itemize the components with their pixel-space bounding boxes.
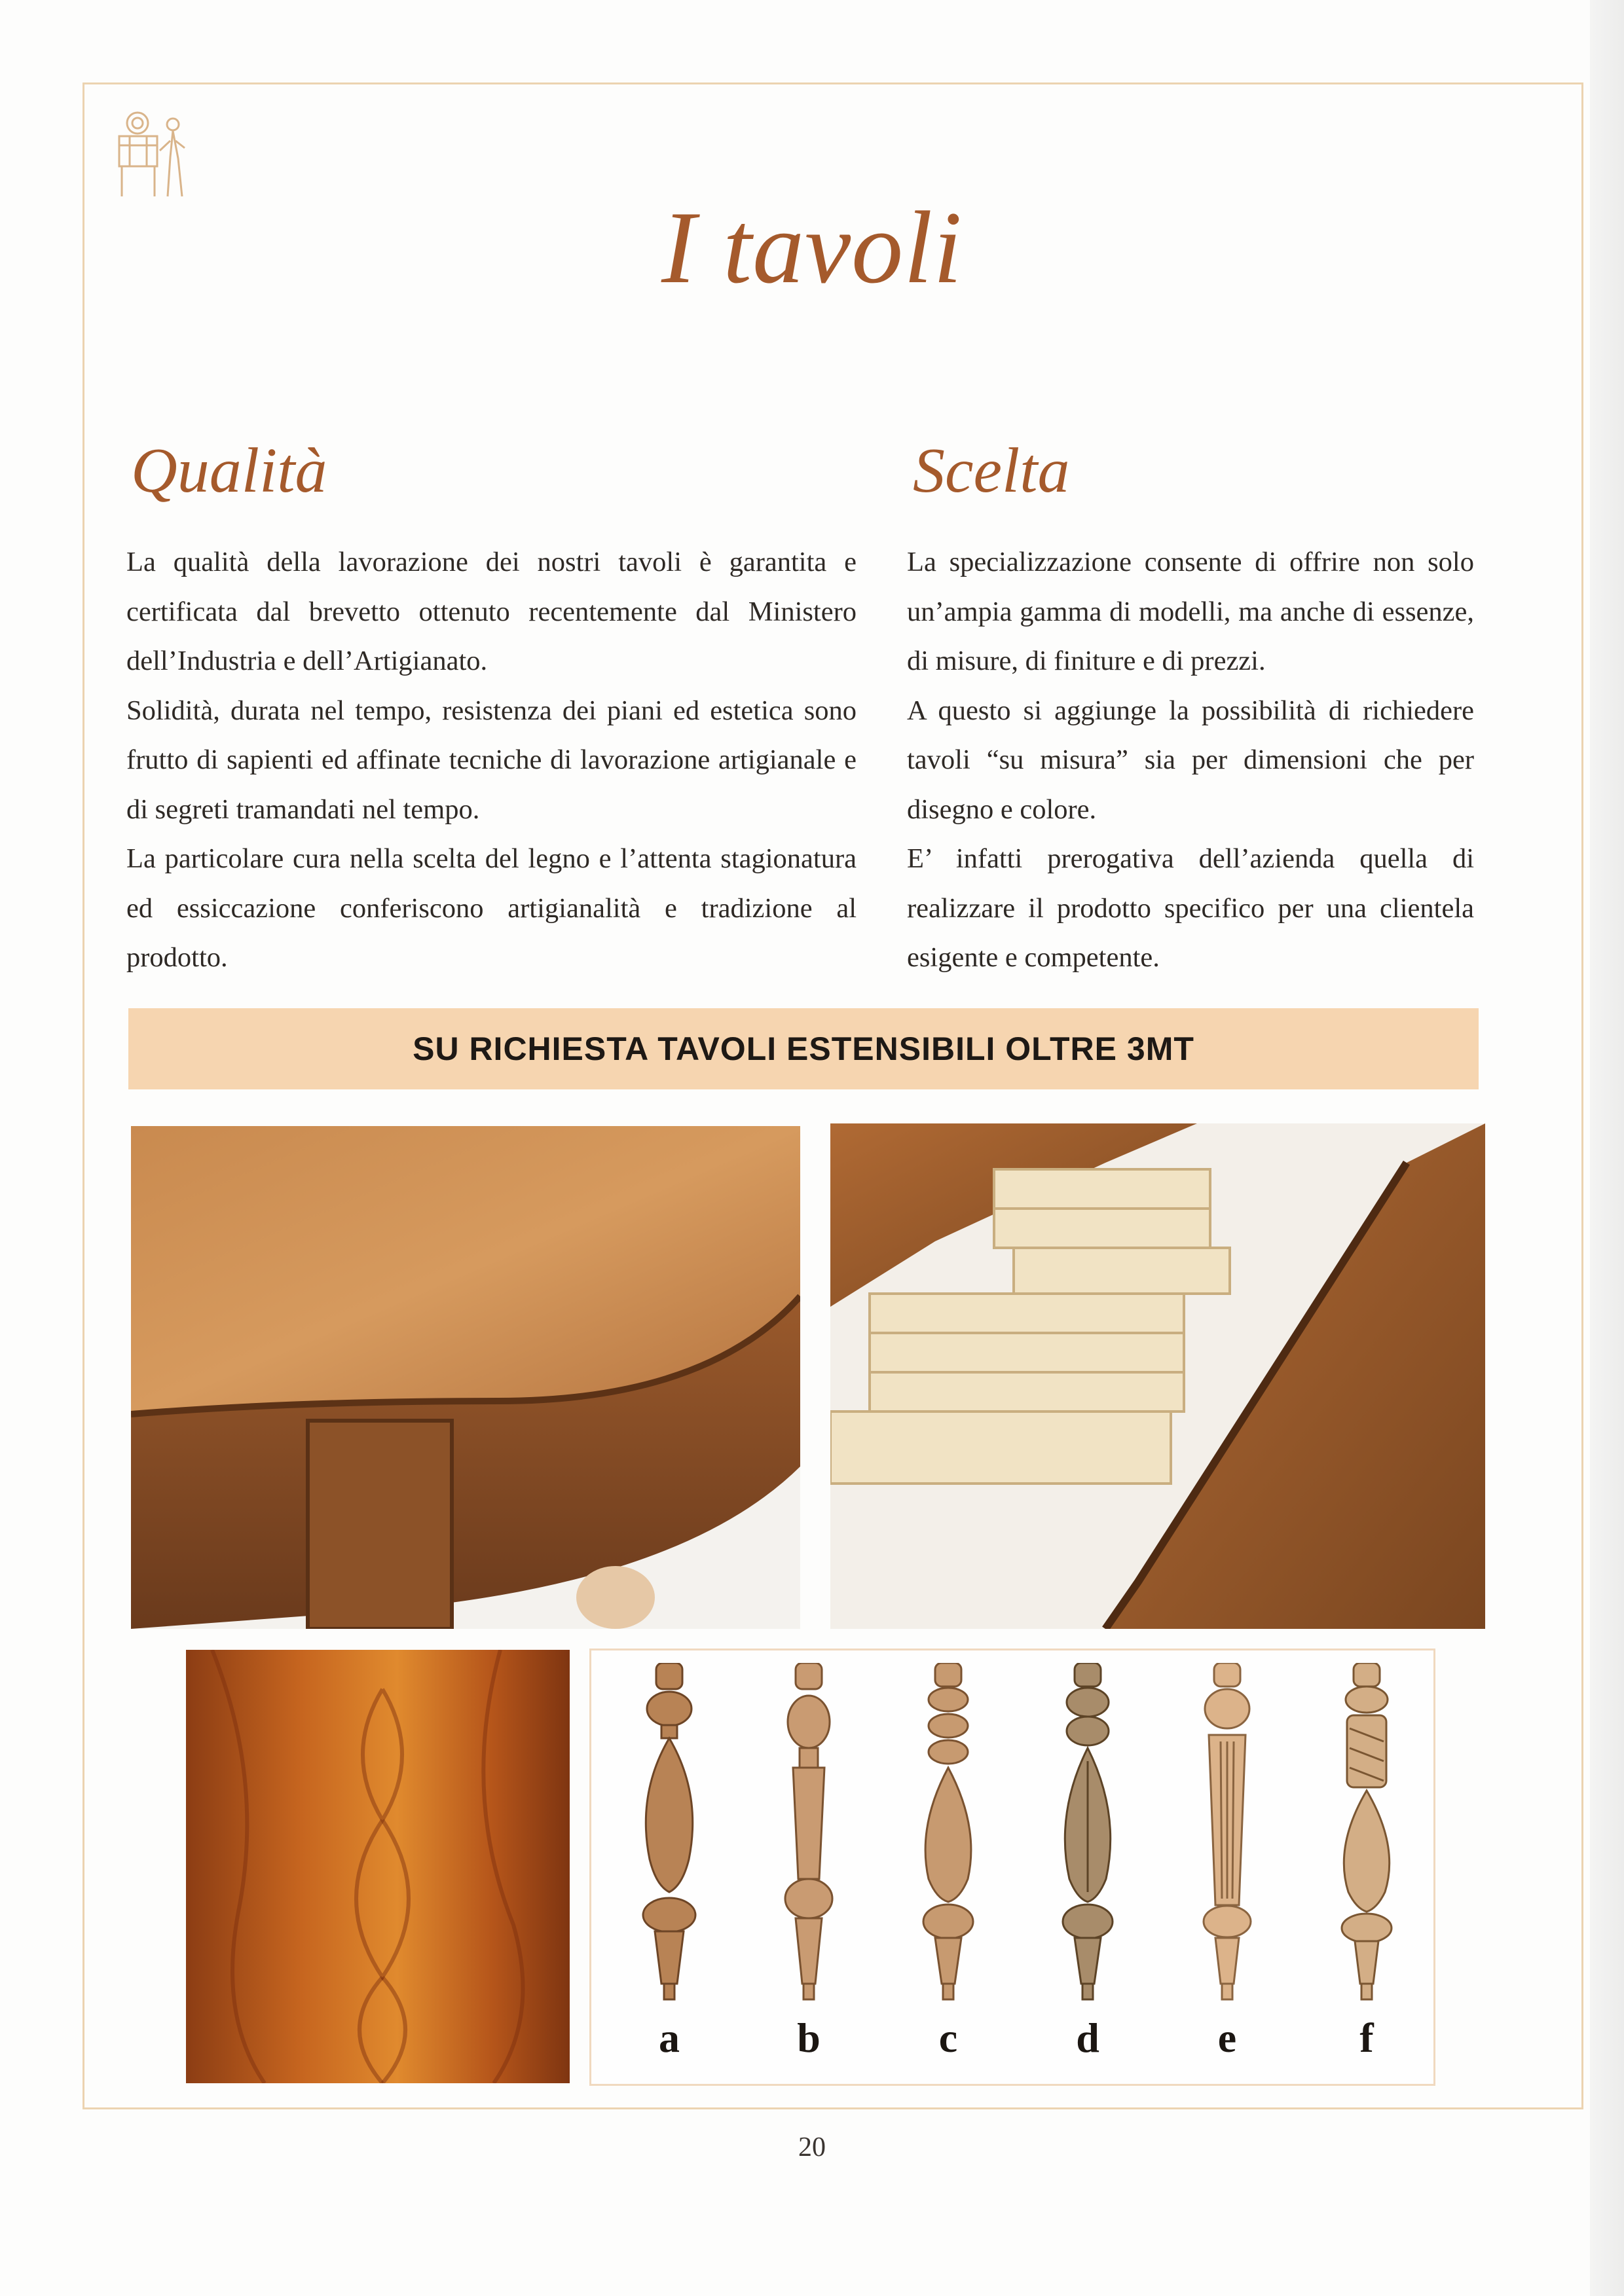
table-legs-panel [589,1649,1435,2086]
choice-paragraph: E’ infatti prerogativa dell’azienda quella di realizzare il prodotto specifico per una clientela esigente e competente. [907,843,1474,973]
leg-label-c: c [938,2014,958,2061]
page-title: I tavoli [661,191,963,305]
quality-paragraph: La qualità della lavorazione dei nostri tavoli è garantita e certificata dal brevetto ottenuto recentemente dal Ministero dell’Industria e dell’Artigianato. [126,547,857,676]
leg-label-e: e [1217,2014,1237,2061]
leg-label-b: b [797,2014,821,2061]
quality-paragraph: Solidità, durata nel tempo, resistenza dei piani ed estetica sono frutto di sapienti ed affinate tecniche di lavorazione artigianale e di segreti tramandati nel tempo. [126,695,857,825]
table-leg-d-icon [1048,1663,1127,2003]
choice-paragraph: La specializzazione consente di offrire non solo un’ampia gamma di modelli, ma anche di essenze, di misure, di finiture e di prezzi. [907,547,1474,676]
table-leg-b-icon [769,1663,848,2003]
extension-mechanism-photo [830,1123,1485,1629]
table-edge-photo [131,1126,800,1629]
leg-label-f: f [1359,2014,1374,2061]
choice-paragraph: A questo si aggiunge la possibilità di richiedere tavoli “su misura” sia per dimensioni che per disegno e colore. [907,695,1474,825]
choice-text-column [907,538,1474,983]
table-leg-c-icon [909,1663,987,2003]
table-leg-f-icon [1327,1663,1406,2003]
wood-veneer-sample-photo [186,1650,570,2083]
brand-logo-icon [110,105,195,203]
table-leg-e-icon [1188,1663,1266,2003]
extendable-tables-banner [128,1008,1479,1089]
heading-quality: Qualità [131,435,327,506]
leg-label-d: d [1076,2014,1099,2061]
heading-choice: Scelta [913,435,1070,506]
quality-text-column [126,538,857,983]
banner-text: SU RICHIESTA TAVOLI ESTENSIBILI OLTRE 3MT [413,1030,1194,1067]
leg-label-a: a [659,2014,680,2061]
quality-paragraph: La particolare cura nella scelta del legno e l’attenta stagionatura ed essiccazione conferiscono artigianalità e tradizione al prodotto. [126,843,857,973]
table-leg-a-icon [630,1663,709,2003]
page-number: 20 [798,2132,826,2162]
scan-edge-shadow [1590,0,1624,2296]
